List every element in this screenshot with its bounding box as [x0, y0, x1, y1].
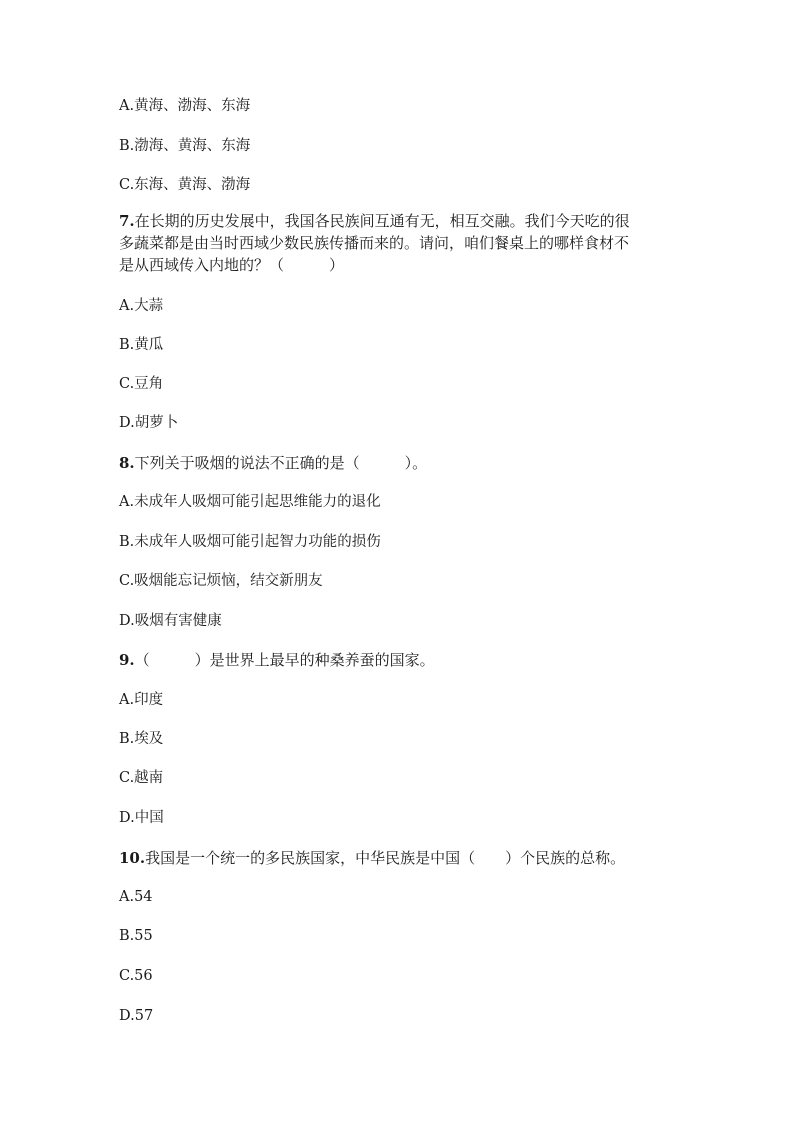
q7-option-d: D.胡萝卜	[119, 415, 179, 431]
q9-option-a: A.印度	[119, 692, 164, 708]
q7-option-c: C.豆角	[119, 376, 164, 392]
q8-stem	[119, 453, 427, 473]
q6-option-b: B.渤海、黄海、东海	[119, 138, 251, 154]
q10-option-b: B.55	[119, 928, 153, 944]
q10-text: 我国是一个统一的多民族国家，中华民族是中国（ ）个民族的总称。	[145, 849, 626, 867]
q6-option-a: A.黄海、渤海、东海	[119, 98, 251, 114]
q7-line-3: 是从西域传入内地的？（ ）	[119, 256, 345, 274]
q9-number: 9.	[119, 651, 135, 669]
q10-stem	[119, 848, 625, 868]
q7-option-a: A.大蒜	[119, 298, 164, 314]
q8-option-c: C.吸烟能忘记烦恼，结交新朋友	[119, 573, 323, 589]
q9-option-c: C.越南	[119, 770, 164, 786]
q7-stem	[119, 210, 679, 276]
q7-number: 7.	[119, 212, 135, 230]
q8-text: 下列关于吸烟的说法不正确的是（ ）。	[134, 454, 428, 472]
q7-line-2: 多蔬菜都是由当时西域少数民族传播而来的。请问，咱们餐桌上的哪样食材不	[119, 234, 630, 252]
q8-option-d: D.吸烟有害健康	[119, 613, 222, 629]
q10-option-a: A.54	[119, 889, 153, 905]
q10-option-d: D.57	[119, 1008, 154, 1024]
q6-option-c: C.东海、黄海、渤海	[119, 177, 251, 193]
q7-option-b: B.黄瓜	[119, 337, 164, 353]
q8-number: 8.	[119, 454, 135, 472]
q8-option-a: A.未成年人吸烟可能引起思维能力的退化	[119, 494, 381, 510]
q9-stem	[119, 650, 435, 670]
q7-line-1: 在长期的历史发展中，我国各民族间互通有无，相互交融。我们今天吃的很	[134, 212, 630, 230]
q8-option-b: B.未成年人吸烟可能引起智力功能的损伤	[119, 534, 381, 550]
q10-option-c: C.56	[119, 968, 153, 984]
q9-option-b: B.埃及	[119, 731, 164, 747]
q10-number: 10.	[119, 849, 146, 867]
q9-option-d: D.中国	[119, 810, 164, 826]
q9-text: （ ）是世界上最早的种桑养蚕的国家。	[134, 651, 435, 669]
